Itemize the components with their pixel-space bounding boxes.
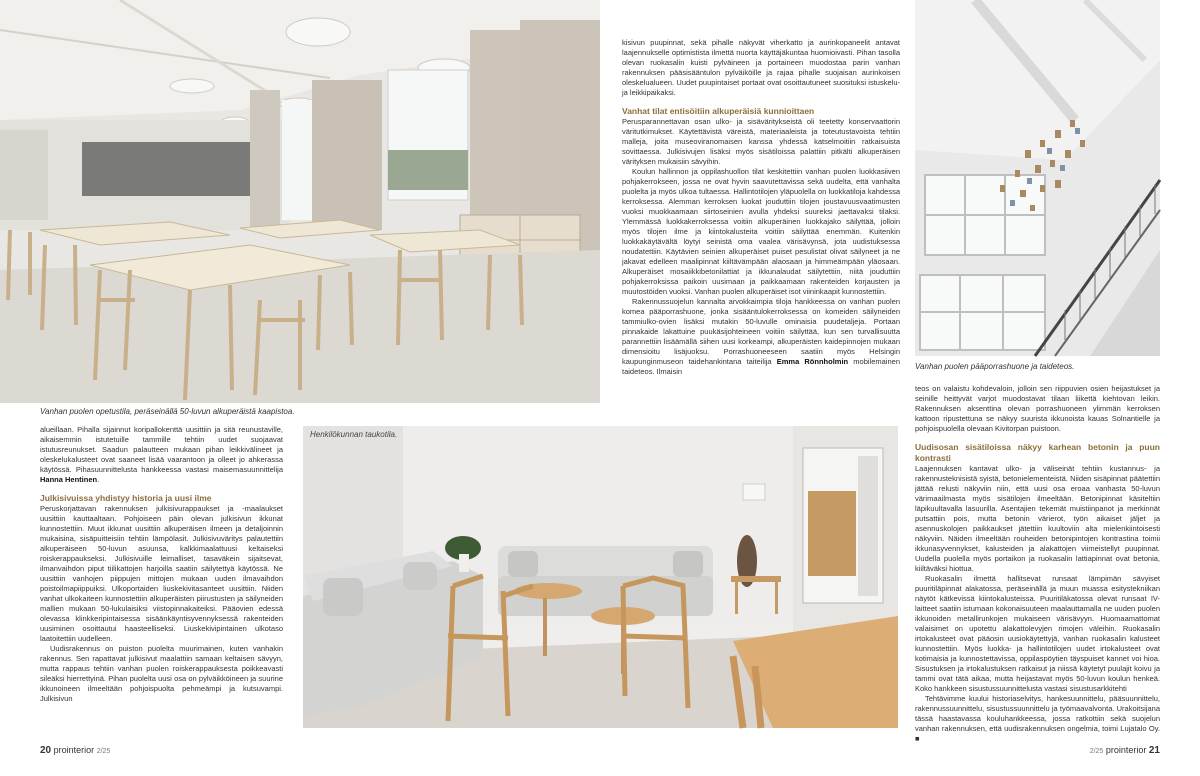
paragraph-text: Uudisrakennus on puiston puolelta muurimainen, kuten vanhakin rakennus. Sen rapattavat julkisivut maalattiin samaan keltaisen sävyyn, mutta rappaus tehtiin vanhan puolen roiskerappauksesta poikkeavasti sileäksi hierrettyinä. Pihan puolelta uusi osa on pylväikköineen ja suurine ikkunoineen ilmeeltään pohjoispuolta pehmeämpi ja kutsuvampi. Julkisivun xyxy=(40,644,283,703)
stairwell-photo xyxy=(915,0,1160,356)
paragraph-text: alueillaan. Pihalla sijainnut koripallokenttä uusittiin ja sitä reunustaville, aikaisemmin istutetuille tammille tehtiin uudet suojaavat istutusreunukset. Saadun palautteen mukaan pihan leikkivälineet ja oleskelukalusteet ovat saaneet lisää vaarantoon ja olleet jo ahkerassa käytössä. Pihasuunnittelusta hankkeessa vastasi maisemasuunnittelija xyxy=(40,425,283,474)
page-number: 21 xyxy=(1148,745,1160,756)
paragraph-text: kisivun puupinnat, sekä pihalle näkyvät viherkatto ja aurinkopaneelit antavat laajennukselle optimistista ilmettä nuorta käyttäjäkuntaa huomioivasti. Pihan tasolla olevan ruokasalin kuisti pylväineen ja portaineen muodostaa parin vanhan rakennuksen pääsisääntulon pylväiköille ja rajaa pihalle suojaisan aurinkoisen oleskelualueen. Uudet puupintaiset portaat ovat osoittautuneet suosituksi istuskelu- ja leikkipaikaksi. xyxy=(622,38,900,97)
artist-name: Emma Rönnholmin xyxy=(776,357,849,366)
classroom-caption: Vanhan puolen opetustila, peräseinällä 50-luvun alkuperäistä kaapistoa. xyxy=(40,407,295,416)
paragraph-text: Peruskorjattavan rakennuksen julkisivurappaukset ja -maalaukset uusittiin kauttaaltaan. Pohjoiseen päin olevan julkisivun ikkunat kunnostettiin. Muut ikkunat uusittiin alkuperäisen ilmeen ja detaljoinnin mukaisina, sisäpuitteisiin tehtiin lämpölasit. Julkisivuväritys palautettiin alkuperäiseen 50-luvun asuunsa, kalkkimaalattuusi keltaiseksi roiskerappaukseksi. Julkisivuille leimalliset, tasaväkein sijaitsevat, ilmanvaihdon piput tiilikattojen harjoilla saatiin säilytettyä käytössä. Ne uusittiin vanhojen piippujen mittojen mukaan uuden ilmavaihdon poistoilmapiippuiksi. Ulkoportaiden liuskekivitasanteet uusittiin. Niiden vanhat ulkokaiteen kunnostettiin alkuperäisten piirustusten ja säilyneiden mallien mukaan 50-lukulaisiksi viistopinnakaiteiksi. Pääovien edessä olevassa klinkkeripintaisessa sisäänkäyntisyvennyksessä rakenteiden uusiminen osoittautui haasteelliseksi. Liuskekivipintainen ulkotaso laatoitettiin uudelleen. xyxy=(40,504,283,643)
left-text-column xyxy=(40,425,283,733)
right-folio xyxy=(1090,744,1160,758)
magazine-name: prointerior xyxy=(53,745,95,755)
right-text-column xyxy=(622,38,900,408)
punct: . xyxy=(97,475,100,484)
staffroom-photo xyxy=(303,426,898,728)
paragraph-text: Perusparannettavan osan ulko- ja sisäväritykseistä oli teetetty konservaattorin väritutkimukset. Käytettävistä väreistä, materiaaleista ja toteutustavoista tehtiin malleja, joita museoviranomaisen kanssa yhdessä katselmoitiin ratkaisuista sovittaessa. Julkisivujen lisäksi myös sisätiloissa palattiin pitkälti alkuperäisen värityksen mukaisiin sävyihin. xyxy=(622,117,900,166)
paragraph-text: teos on valaistu kohdevaloin, jolloin sen riippuvien osien heijastukset ja seinille heittyvät varjot muodostavat tilaan liikettä kiehtovan leikin. Rakennuksen aksenttina olevan porrashuoneen ylimmän kerroksen kattoon ripustettuna se näkyy suurista ikkunoista kauas Solnantielle ja pohjoispuolella olevaan Kivitorpan puistoon. xyxy=(915,384,1160,433)
staffroom-caption: Henkilökunnan taukotila. xyxy=(310,430,398,439)
paragraph-text: Laajennuksen kantavat ulko- ja väliseinät tehtiin kustannus- ja rakennusteknisistä syistä, betonielementeistä. Niiden sisäpinnat päätettiin jättää relusti näkyviin niin, että uusi osa eroaa vanhasta 50-luvun värimaailmasta myös sisätilojen ilmeeltään. Betonipinnat käsiteltiin läpikuultavalla lasuurilla. Asentajien tekemät muistiinpanot ja merkinnät putsattiin pois, mutta betonin värierot, työn aikaiset jäljet ja asennuskolojen paikkaukset jätettiin kuultoviin alta mielenkiintoisesti näkyviin. Näiden ilmeeltään rouheiden betonipintojen kontrastina toimii ikkunasyvennykset, kalusteiden ja alakattojen viimeistellyt puupinnat. Uudella puolella myös portaikon ja ruokasalin lattiapinnat ovat betonia, kiiltäväksi hiottua. xyxy=(915,464,1160,573)
classroom-photo xyxy=(0,0,600,403)
designer-name: Hanna Hentinen xyxy=(40,475,98,484)
paragraph-text: mobilemainen taideteos. Ilmaisin xyxy=(622,357,900,376)
magazine-name: prointerior xyxy=(1105,745,1147,755)
paragraph-text: Rakennussuojelun kannalta arvokkaimpia tiloja hankkeessa on vanhan puolen komea pääporrashuone, jonka sisääntulokerroksessa on komeiden säilyneiden tammiulko-ovien lisäksi mutakin 50-luvulle ominaisia puudetaljeja. Portaan pinnakaide lakattuine puukäsijohteineen voitiin säilyttää, kun sen turvallisuutta parannettiin lisäämällä siihen uusi korkeampi, alkuperäisten kaidepinnojen mukaan dimensioitu lisäjuoksu. Porrashuoneeseen saatiin myös Helsingin kaupunginmuseon taidehankintana taiteilija xyxy=(622,297,900,366)
stairwell-caption: Vanhan puolen pääporrashuone ja taideteos. xyxy=(915,362,1075,371)
paragraph-text: Ruokasalin ilmettä hallitsevat runsaat lämpimän sävyiset puuritiläpinnat alakatossa, peräseinällä ja muun muassa esitystekniikan näytöt kätkevissä kiintokalusteissa. Puuritiläkatossa olevat runsaat IV-laitteet saatiin istumaan kokonaisuuteen maalauttamalla ne uuden puolen ikkunoiden metallirunkojen mukaiseen värisävyyn. Huomaamattomat valaisimet on upotettu alakattolevyjen rimojen väleihin. Ruokasalin irtokalusteet ovat pääosin uusiokäytettyjä, vanhan ruokasalin kalusteet kunnostettiin. Myös luokka- ja hallintotilojen uudet irtokalusteet ovat kotimaisia ja kunnostettavissa, oppilaspöytien täyspuiset kannet voi hioa. Sisustuksen ja irtokalustuksen ratkaisut ja niissä käytetyt puulajit koivu ja tammi ovat tätä aikaa, mutta heijastavat myös 50-luvun koulun henkeä. Koko hankkeen sisustussuunnittelusta vastasi sisustusarkkitehti xyxy=(915,574,1160,693)
paragraph-text: Koulun hallinnon ja oppilashuollon tilat keskitettiin vanhan puolen luokkasiiven pohjakerrokseen, jossa ne ovat hyvin saavutettavissa sekä uudelta, että vanhalta puolelta ja myös ulkoa tultaessa. Hallintotilojen yläpuolella on luokkatiloja kahdessa kerroksessa. Alemman kerroksen luokat jouduttiin tilojen joustavuusvaatimusten vuoksi muokkaamaan siirtoseinien avulla yhdeksi suureksi jaettavaksi tilaksi. Ylemmässä luokkakerroksessa voitiin alkuperäinen luokkajako säilyttää, jolloin myös tilojen ilme ja kiintokalusteita voitiin säilyttää enemmän. Kuitenkin luokkakäytävältä löytyi seinistä oma vaalea värisävynsä, jota uudistuksessa noudatettiin. Käytävien seinien alkuperäiset puiset pesulistat olivat säilyneet ja ne jakavat edelleen maalipinnat kiiltävämpään alaosaan ja himmeämpään yläosaan. Alkuperäiset mosaiikkibetonilattiat ja ikkunalaudat säilytettiin, niitä jouduttiin pohjakerroksissa paikoin uusimaan ja paikkaamaan rakenteiden korjausten ja muutostöiden vuoksi. Vanhan puolen alkuperäiset isot viininkaapit kunnostettiin. xyxy=(622,167,900,296)
section-heading: Vanhat tilat entisöitiin alkuperäisiä kunnioittaen xyxy=(622,106,815,116)
section-heading: Julkisivuissa yhdistyy historia ja uusi ilme xyxy=(40,493,212,503)
section-heading: Uudisosan sisätiloissa näkyy karhean betonin ja puun kontrasti xyxy=(915,442,1160,463)
left-folio xyxy=(40,744,110,758)
issue-number: 2/25 xyxy=(1089,748,1104,755)
issue-number: 2/25 xyxy=(96,748,111,755)
right-text-column-2 xyxy=(915,384,1160,743)
paragraph-text: Tehtävimme kuului historiaselvitys, hankesuunnittelu, pääsuunnittelu, rakennussuunnittelu, sisustussuunnittelu ja työmaavalvonta. Urakoitsijana tässä haastavassa kouluhankkeessa, jossa ratkottiin sekä suojelun vanhan rakennuksen, että uudisrakennuksen ongelmia, toimi Lujatalo Oy. ■ xyxy=(915,694,1160,743)
page-number: 20 xyxy=(40,745,52,756)
